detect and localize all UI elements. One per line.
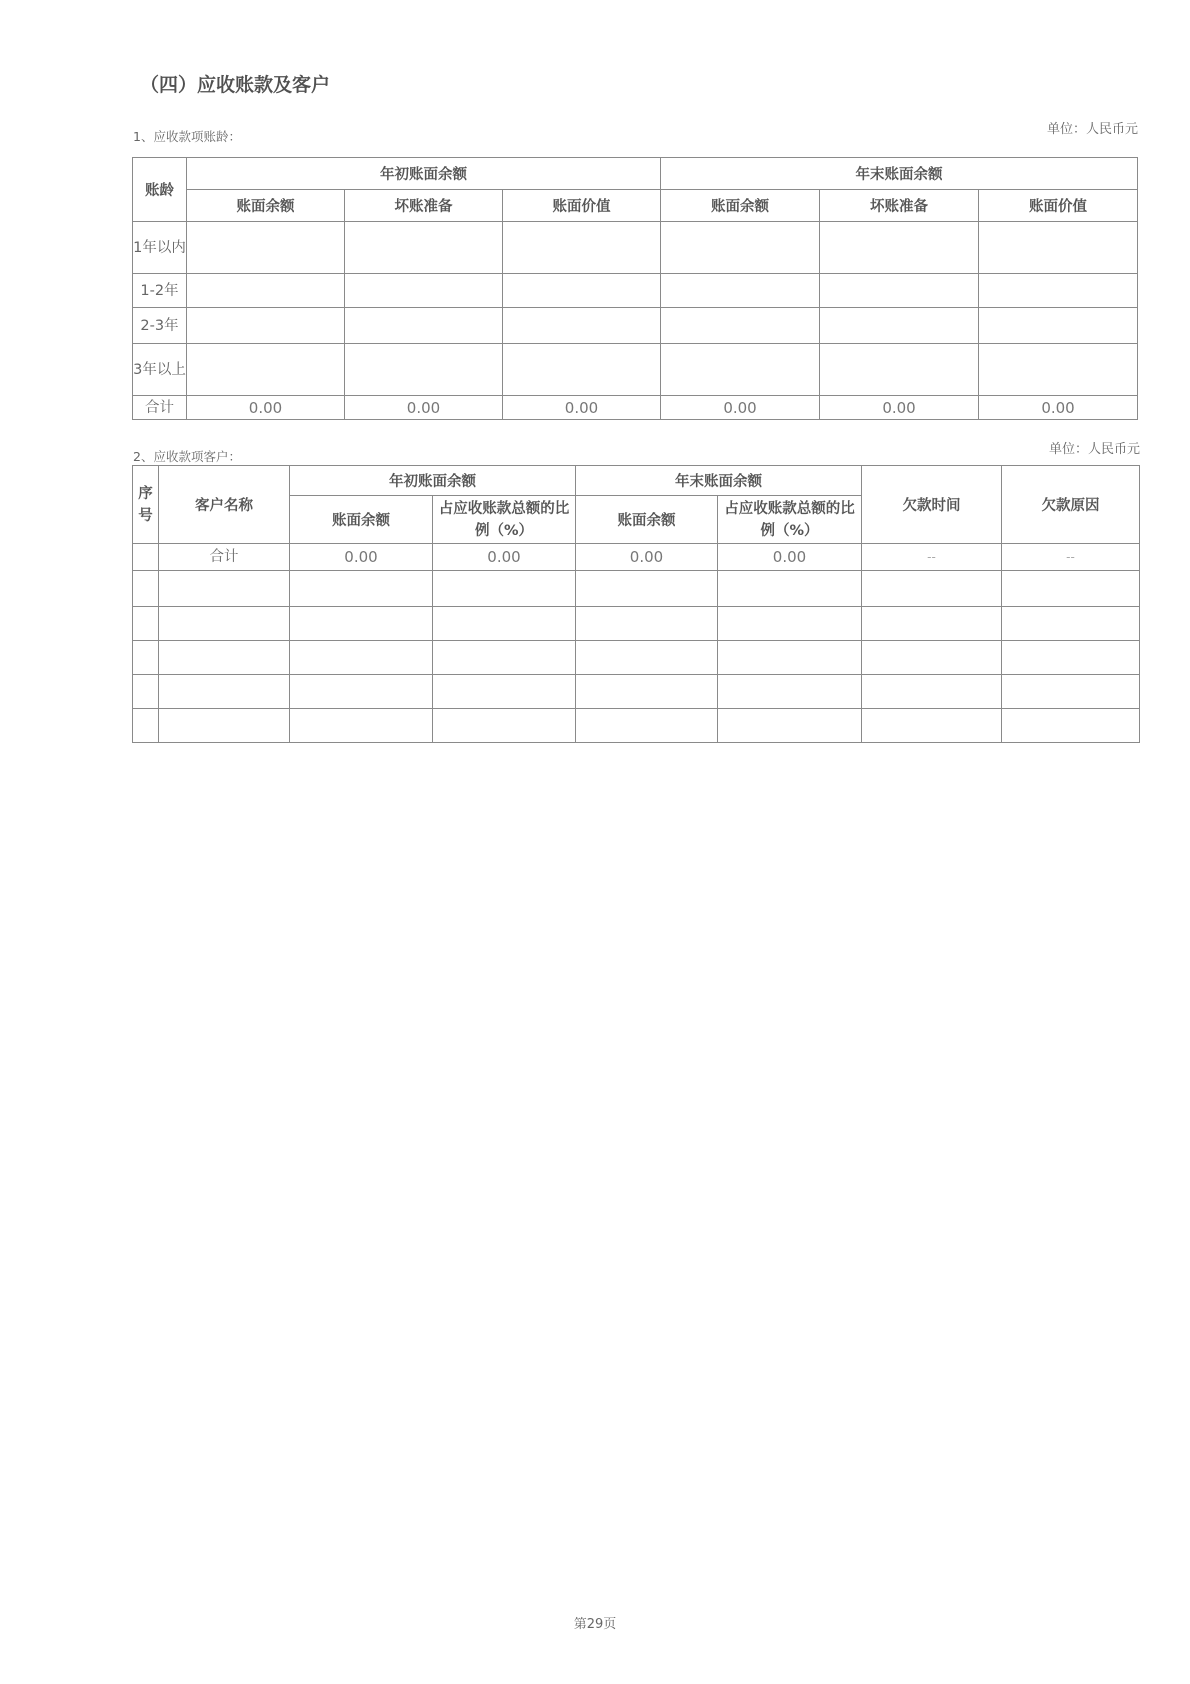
cell	[1002, 607, 1140, 641]
cell	[433, 675, 576, 709]
cell	[979, 222, 1138, 274]
cell	[187, 308, 345, 344]
cell	[290, 607, 433, 641]
balance-header: 账面余额	[290, 496, 433, 544]
table-row	[133, 308, 1138, 344]
group-end-header: 年末账面余额	[661, 158, 1138, 190]
cell	[290, 675, 433, 709]
table-row	[133, 274, 1138, 308]
cell	[576, 675, 718, 709]
table-row	[133, 222, 1138, 274]
cell	[433, 607, 576, 641]
seq-header: 序号	[133, 466, 159, 544]
table-row	[133, 344, 1138, 396]
cell	[290, 571, 433, 607]
cell	[159, 571, 290, 607]
cell	[979, 308, 1138, 344]
cell	[1002, 709, 1140, 743]
cell	[159, 709, 290, 743]
table1-unit: 单位：人民币元	[1046, 122, 1138, 137]
empty-rows	[133, 571, 1140, 743]
cell	[576, 641, 718, 675]
table-row	[133, 571, 1140, 607]
cell	[718, 709, 862, 743]
cell	[133, 641, 159, 675]
cell: 0.00	[503, 396, 661, 420]
cell: 0.00	[718, 544, 862, 571]
sub-header-book-value: 账面价值	[979, 190, 1138, 222]
cell: 0.00	[187, 396, 345, 420]
sub-header-bad-debt: 坏账准备	[820, 190, 979, 222]
cell	[133, 571, 159, 607]
receivables-aging-table	[132, 157, 1138, 420]
cell	[979, 274, 1138, 308]
cell	[290, 709, 433, 743]
cell	[661, 344, 820, 396]
table-row	[133, 675, 1140, 709]
cell	[718, 641, 862, 675]
cell	[345, 344, 503, 396]
cell	[661, 274, 820, 308]
cell: 0.00	[661, 396, 820, 420]
cell	[159, 675, 290, 709]
table-row	[133, 709, 1140, 743]
total-row	[133, 396, 1138, 420]
cell	[1002, 641, 1140, 675]
table-row	[133, 607, 1140, 641]
sub-header-book-value: 账面价值	[503, 190, 661, 222]
row-label: 1-2年	[133, 274, 187, 308]
section-title: （四）应收账款及客户	[140, 74, 331, 96]
cell	[187, 222, 345, 274]
debt-reason-header: 欠款原因	[1002, 466, 1140, 544]
cell: --	[1002, 544, 1140, 571]
cell	[820, 222, 979, 274]
cell: 0.00	[290, 544, 433, 571]
balance-header: 账面余额	[576, 496, 718, 544]
cell	[718, 675, 862, 709]
table-row	[133, 641, 1140, 675]
receivables-customer-table	[132, 465, 1140, 743]
sub-header-bad-debt: 坏账准备	[345, 190, 503, 222]
cell	[820, 274, 979, 308]
cell	[503, 274, 661, 308]
table2-title: 2、应收款项客户：	[133, 449, 241, 464]
row-label: 合计	[133, 396, 187, 420]
cell	[1002, 571, 1140, 607]
cell	[576, 607, 718, 641]
cell: 0.00	[979, 396, 1138, 420]
cell: 0.00	[345, 396, 503, 420]
ratio-header: 占应收账款总额的比例（%）	[433, 496, 576, 544]
row-label: 1年以内	[133, 222, 187, 274]
cell	[862, 571, 1002, 607]
sub-header-balance: 账面余额	[661, 190, 820, 222]
age-header: 账龄	[133, 158, 187, 222]
customer-name-header: 客户名称	[159, 466, 290, 544]
cell	[345, 222, 503, 274]
page-number: 第29页	[573, 1617, 617, 1632]
cell	[862, 709, 1002, 743]
cell	[345, 274, 503, 308]
cell	[718, 607, 862, 641]
cell	[661, 308, 820, 344]
cell: 0.00	[576, 544, 718, 571]
cell	[433, 709, 576, 743]
cell	[345, 308, 503, 344]
cell	[503, 308, 661, 344]
cell	[718, 571, 862, 607]
cell	[862, 675, 1002, 709]
cell	[661, 222, 820, 274]
total-label: 合计	[159, 544, 290, 571]
total-row	[133, 544, 1140, 571]
cell: 0.00	[820, 396, 979, 420]
cell	[979, 344, 1138, 396]
cell	[1002, 675, 1140, 709]
group-start-header: 年初账面余额	[290, 466, 576, 496]
cell	[820, 344, 979, 396]
cell: --	[862, 544, 1002, 571]
sub-header-balance: 账面余额	[187, 190, 345, 222]
cell	[187, 344, 345, 396]
table1-title: 1、应收款项账龄：	[133, 129, 241, 144]
cell	[159, 641, 290, 675]
debt-time-header: 欠款时间	[862, 466, 1002, 544]
cell	[187, 274, 345, 308]
row-label: 2-3年	[133, 308, 187, 344]
cell	[862, 641, 1002, 675]
group-start-header: 年初账面余额	[187, 158, 661, 190]
cell	[133, 544, 159, 571]
cell	[820, 308, 979, 344]
cell	[133, 709, 159, 743]
cell	[576, 709, 718, 743]
row-label: 3年以上	[133, 344, 187, 396]
cell	[133, 607, 159, 641]
cell	[503, 344, 661, 396]
cell	[433, 641, 576, 675]
cell	[133, 675, 159, 709]
cell	[576, 571, 718, 607]
table2-unit: 单位：人民币元	[1048, 442, 1140, 457]
cell: 0.00	[433, 544, 576, 571]
cell	[503, 222, 661, 274]
cell	[862, 607, 1002, 641]
cell	[159, 607, 290, 641]
group-end-header: 年末账面余额	[576, 466, 862, 496]
cell	[433, 571, 576, 607]
cell	[290, 641, 433, 675]
ratio-header: 占应收账款总额的比例（%）	[718, 496, 862, 544]
